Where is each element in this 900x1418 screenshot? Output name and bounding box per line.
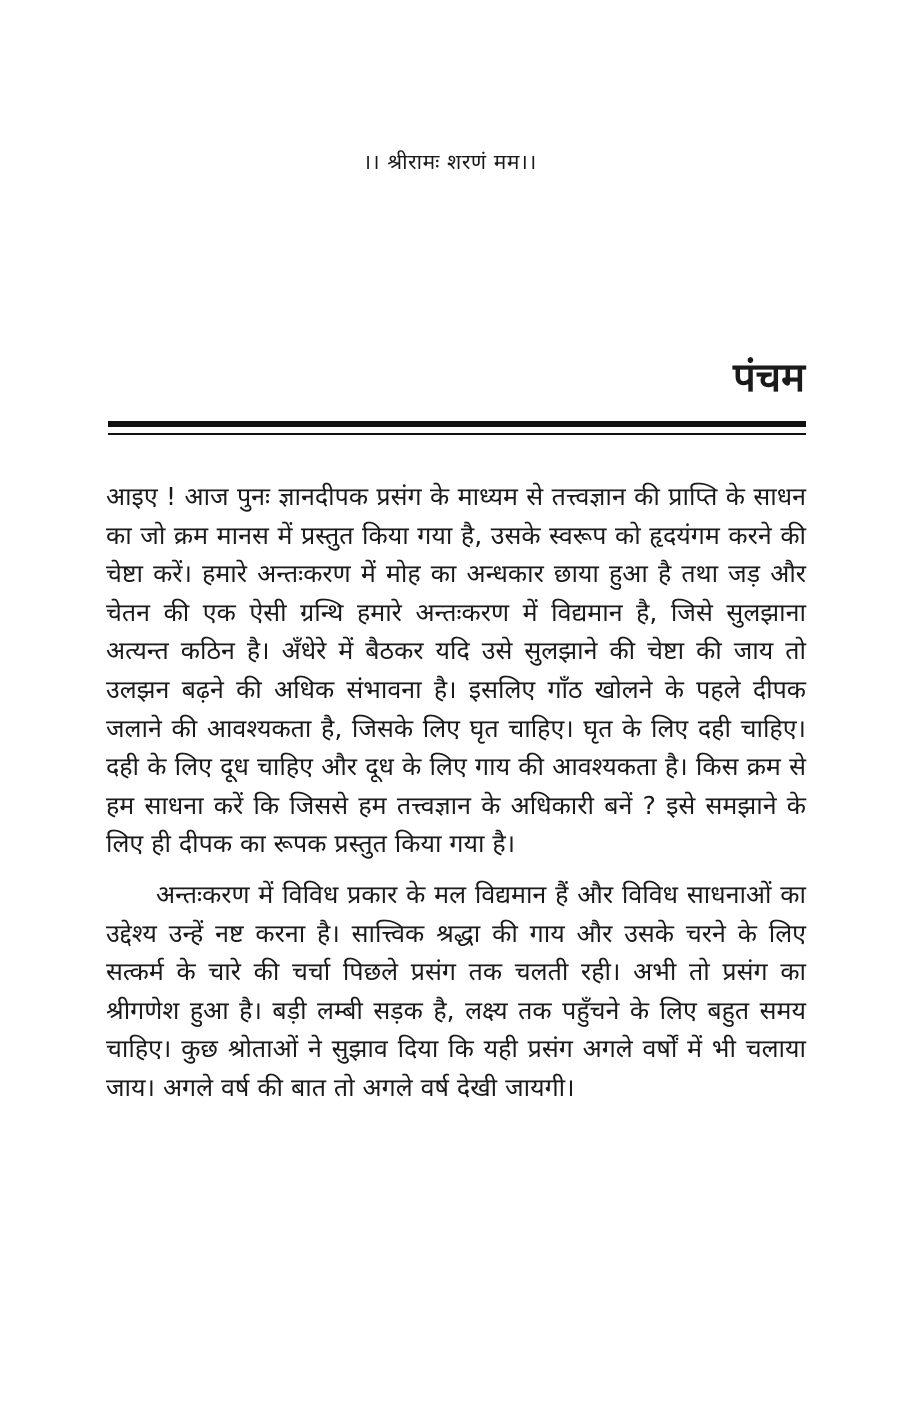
paragraph-2: अन्तःकरण में विविध प्रकार के मल विद्यमान हैं और विविध साधनाओं का उद्देश्य उन्हें नष्ट करना है। सात्त्विक श्रद्धा की गाय और उसके चरने के लिए सत्कर्म के चारे की चर्चा पिछले प्रसंग तक चलती रही। अभी तो प्रसंग का श्रीगणेश हुआ है। बड़ी लम्बी सड़क है, लक्ष्य तक पहुँचने के लिए बहुत समय चाहिए। कुछ श्रोताओं ने सुझाव दिया कि यही प्रसंग अगले वर्षों में भी चलाया जाय। अगले वर्ष की बात तो अगले वर्ष देखी जायगी। [106, 879, 806, 1102]
paragraph-1: आइए ! आज पुनः ज्ञानदीपक प्रसंग के माध्यम से तत्त्वज्ञान की प्राप्ति के साधन का जो क्रम मानस में प्रस्तुत किया गया है, उसके स्वरूप को हृदयंगम करने की चेष्टा करें। हमारे अन्तःकरण में मोह का अन्धकार छाया हुआ है तथा जड़ और चेतन की एक ऐसी ग्रन्थि हमारे अन्तःकरण में विद्यमान है, जिसे सुलझाना अत्यन्त कठिन है। अँधेरे में बैठकर यदि उसे सुलझाने की चेष्टा की जाय तो उलझन बढ़ने की अधिक संभावना है। इसलिए गाँठ खोलने के पहले दीपक जलाने की आवश्यकता है, जिसके लिए घृत चाहिए। घृत के लिए दही चाहिए। दही के लिए दूध चाहिए और दूध के लिए गाय की आवश्यकता है। किस क्रम से हम साधना करें कि जिससे हम तत्त्वज्ञान के अधिकारी बनें ? इसे समझाने के लिए ही दीपक का रूपक प्रस्तुत किया गया है। [106, 482, 806, 859]
title-rule-thick [108, 421, 806, 427]
invocation-header: ।। श्रीरामः शरणं मम।। [363, 150, 537, 174]
chapter-title: पंचम [732, 355, 805, 401]
body-text [106, 478, 806, 1108]
title-rule-thin [108, 433, 806, 435]
